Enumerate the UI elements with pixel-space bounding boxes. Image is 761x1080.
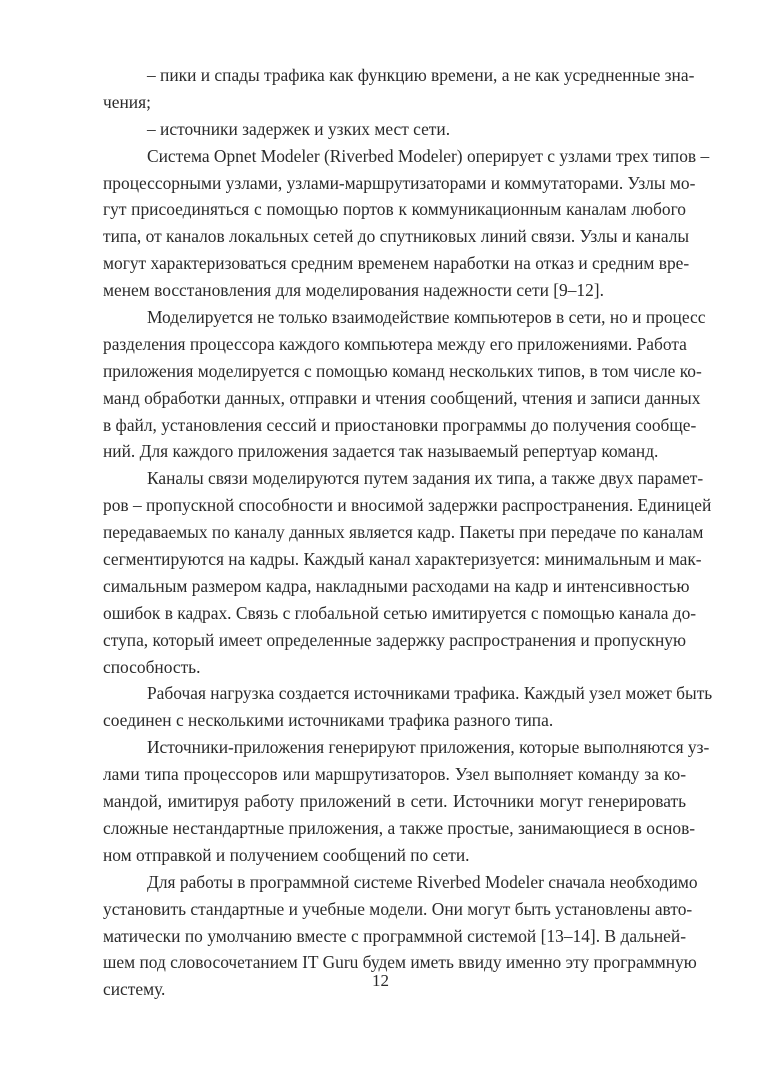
text-line: ров – пропускной способности и вносимой задержки распространения. Единицей — [103, 495, 712, 516]
text-line: манд обработки данных, отправки и чтения сообщений, чтения и записи данных — [103, 387, 701, 408]
text-line: ний. Для каждого приложения задается так называемый репертуар команд. — [103, 441, 659, 462]
text-line: ном отправкой и получением сообщений по сети. — [103, 844, 470, 865]
text-line: в файл, установления сессий и приостановки программы до получения сообще- — [103, 414, 697, 435]
text-line: Система Opnet Modeler (Riverbed Modeler) оперирует с узлами трех типов – — [147, 145, 710, 166]
text-line: соединен с несколькими источниками трафика разного типа. — [103, 710, 554, 731]
text-line: чения; — [103, 91, 151, 112]
text-line: сегментируются на кадры. Каждый канал характеризуется: минимальным и мак- — [103, 549, 702, 570]
text-line: сложные нестандартные приложения, а также простые, занимающиеся в основ- — [103, 817, 696, 838]
text-line: матически по умолчанию вместе с программной системой [13–14]. В дальней- — [103, 925, 686, 946]
text-line: ступа, который имеет определенные задержку распространения и пропускную — [103, 629, 686, 650]
text-line: – пики и спады трафика как функцию времени, а не как усредненные зна- — [147, 65, 695, 85]
page-number: 12 — [372, 971, 389, 990]
text-line: процессорными узлами, узлами-маршрутизаторами и коммутаторами. Узлы мо- — [103, 172, 696, 193]
text-line: мандой, имитируя работу приложений в сети. Источники могут генерировать — [103, 791, 686, 812]
paragraph — [103, 734, 710, 868]
paragraph — [103, 116, 686, 143]
text-line: лами типа процессоров или маршрутизаторов. Узел выполняет команду за ко- — [103, 764, 686, 785]
text-line: типа, от каналов локальных сетей до спутниковых линий связи. Узлы и каналы — [103, 226, 690, 247]
text-line: Для работы в программной системе Riverbed Modeler сначала необходимо — [147, 871, 698, 892]
paragraph — [103, 143, 710, 304]
paragraph — [103, 62, 695, 116]
text-line: Моделируется не только взаимодействие компьютеров в сети, но и процесс — [147, 307, 706, 328]
paragraph — [103, 465, 712, 680]
text-line: Каналы связи моделируются путем задания их типа, а также двух парамет- — [147, 468, 704, 489]
text-line: установить стандартные и учебные модели. Они могут быть установлены авто- — [103, 898, 693, 919]
text-line: способность. — [103, 656, 201, 677]
paragraph — [103, 304, 706, 465]
text-line: – источники задержек и узких мест сети. — [147, 118, 451, 139]
text-line: передаваемых по каналу данных является кадр. Пакеты при передаче по каналам — [103, 522, 704, 543]
text-line: ошибок в кадрах. Связь с глобальной сетью имитируется с помощью канала до- — [103, 602, 697, 623]
text-line: Рабочая нагрузка создается источниками трафика. Каждый узел может быть — [147, 683, 713, 704]
text-line: шем под словосочетанием IT Guru будем иметь ввиду именно эту программную — [103, 952, 697, 973]
page-body — [103, 62, 713, 1003]
text-line: приложения моделируется с помощью команд нескольких типов, в том числе ко- — [103, 360, 702, 381]
paragraph — [103, 680, 713, 734]
text-line: могут характеризоваться средним временем наработки на отказ и средним вре- — [103, 253, 690, 274]
text-line: гут присоединяться с помощью портов к коммуникационным каналам любого — [103, 199, 686, 220]
text-line: менем восстановления для моделирования надежности сети [9–12]. — [103, 280, 604, 301]
text-line: систему. — [103, 979, 166, 1000]
text-line: разделения процессора каждого компьютера между его приложениями. Работа — [103, 333, 687, 354]
text-line: симальным размером кадра, накладными расходами на кадр и интенсивностью — [103, 575, 690, 596]
text-line: Источники-приложения генерируют приложения, которые выполняются уз- — [147, 737, 710, 758]
